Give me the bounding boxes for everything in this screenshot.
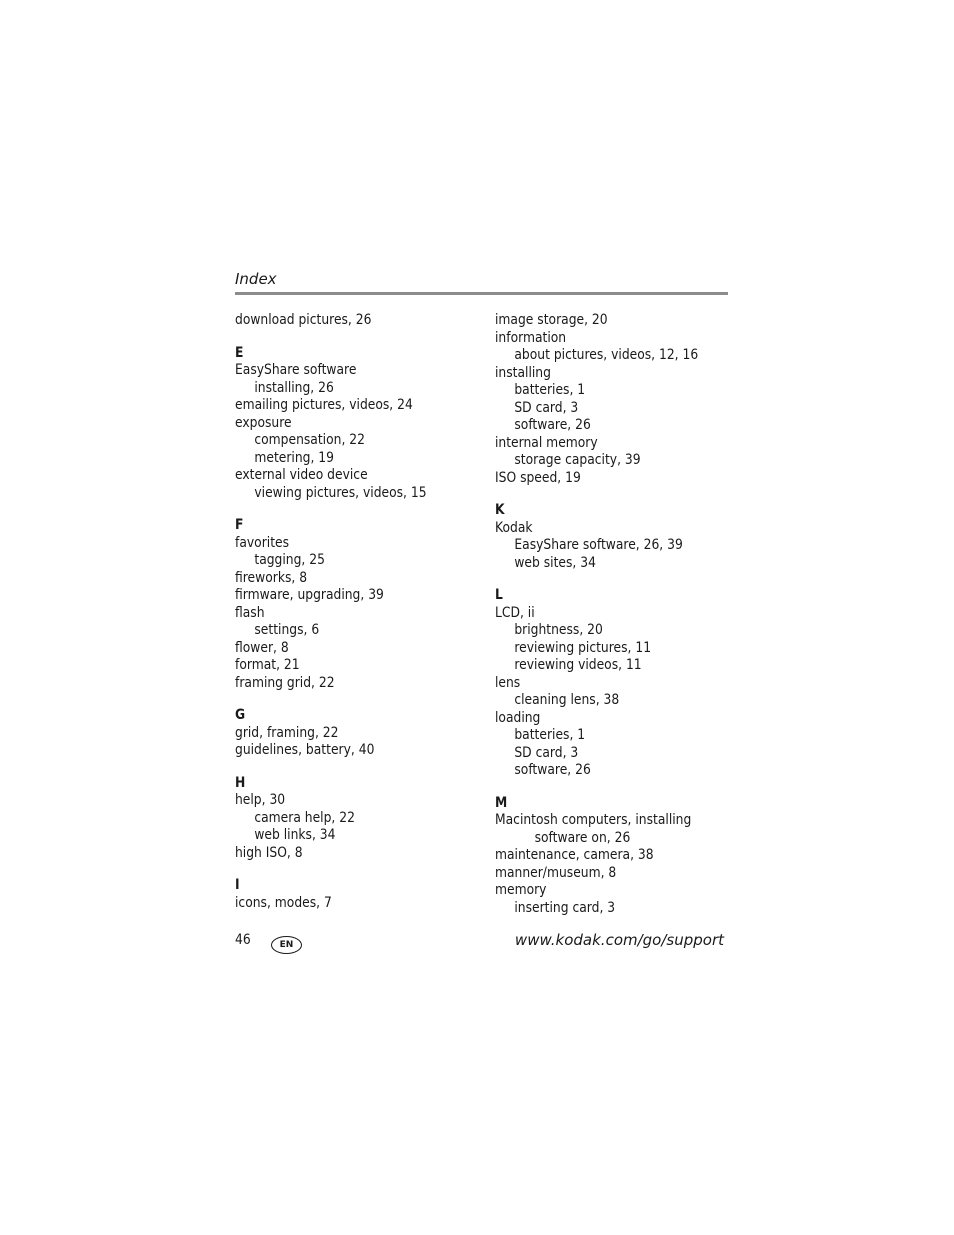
index-subentry: brightness, 20 (514, 622, 603, 638)
index-subentry: storage capacity, 39 (514, 452, 641, 468)
index-entry: icons, modes, 7 (235, 894, 332, 911)
support-url: www.kodak.com/go/support (514, 931, 724, 949)
index-subentry: installing, 26 (254, 379, 334, 396)
index-entry: installing (495, 364, 551, 381)
index-subentry: software, 26 (514, 762, 591, 778)
index-subentry: tagging, 25 (254, 552, 325, 568)
page-number: 46 (235, 932, 251, 948)
index-subentry: EasyShare software, 26, 39 (514, 537, 683, 553)
index-subentry: software on, 26 (534, 829, 631, 846)
index-entry: EasyShare software (235, 362, 357, 378)
index-entry: firmware, upgrading, 39 (235, 587, 384, 603)
index-entry: maintenance, camera, 38 (495, 847, 654, 863)
index-letter-heading: M (495, 794, 508, 811)
index-subentry: reviewing videos, 11 (514, 657, 642, 673)
index-subentry: batteries, 1 (514, 382, 586, 398)
index-letter-heading: E (235, 344, 244, 361)
index-entry: external video device (235, 467, 368, 483)
index-entry: Kodak (495, 519, 533, 536)
index-entry: Macintosh computers, installing (495, 812, 692, 828)
index-subentry: software, 26 (514, 417, 591, 433)
index-column-left (235, 312, 475, 912)
index-entry: flower, 8 (235, 639, 289, 656)
index-entry: framing grid, 22 (235, 674, 335, 691)
index-subentry: reviewing pictures, 11 (514, 639, 652, 656)
index-entry: ISO speed, 19 (495, 469, 581, 486)
index-subentry: web links, 34 (254, 827, 336, 843)
index-subentry: inserting card, 3 (514, 899, 616, 916)
index-entry: grid, framing, 22 (235, 724, 339, 741)
index-letter-heading: I (235, 877, 240, 893)
index-subentry: viewing pictures, videos, 15 (254, 484, 427, 501)
index-entry: fireworks, 8 (235, 569, 308, 586)
index-entry: emailing pictures, videos, 24 (235, 397, 413, 413)
index-column-right (495, 312, 735, 917)
index-subentry: settings, 6 (254, 622, 320, 638)
index-subentry: SD card, 3 (514, 744, 579, 761)
index-subentry: compensation, 22 (254, 432, 365, 448)
index-entry: favorites (235, 534, 290, 551)
language-badge: EN (271, 936, 302, 954)
index-subentry: SD card, 3 (514, 399, 579, 416)
index-entry: image storage, 20 (495, 312, 608, 328)
index-entry: format, 21 (235, 657, 300, 673)
index-letter-heading: L (495, 587, 503, 603)
header-rule (235, 292, 728, 295)
index-entry: exposure (235, 414, 292, 431)
index-entry: internal memory (495, 434, 598, 451)
index-subentry: web sites, 34 (514, 554, 596, 571)
index-subentry: camera help, 22 (254, 809, 355, 826)
index-letter-heading: K (495, 502, 505, 518)
index-entry: flash (235, 604, 265, 621)
index-entry: high ISO, 8 (235, 844, 303, 861)
index-entry: download pictures, 26 (235, 312, 372, 328)
index-letter-heading: H (235, 774, 246, 791)
index-entry: guidelines, battery, 40 (235, 742, 375, 758)
index-entry: lens (495, 674, 521, 691)
index-subentry: batteries, 1 (514, 727, 586, 743)
index-letter-heading: G (235, 707, 246, 723)
index-subentry: cleaning lens, 38 (514, 692, 620, 708)
index-subentry: about pictures, videos, 12, 16 (514, 347, 699, 363)
index-subentry: metering, 19 (254, 449, 334, 466)
index-entry: manner/museum, 8 (495, 864, 617, 881)
page-header-title: Index (235, 270, 277, 288)
index-letter-heading: F (235, 517, 244, 533)
index-entry: information (495, 329, 567, 346)
index-entry: help, 30 (235, 792, 286, 808)
index-entry: LCD, ii (495, 604, 535, 621)
index-entry: memory (495, 882, 547, 898)
index-entry: loading (495, 709, 541, 726)
